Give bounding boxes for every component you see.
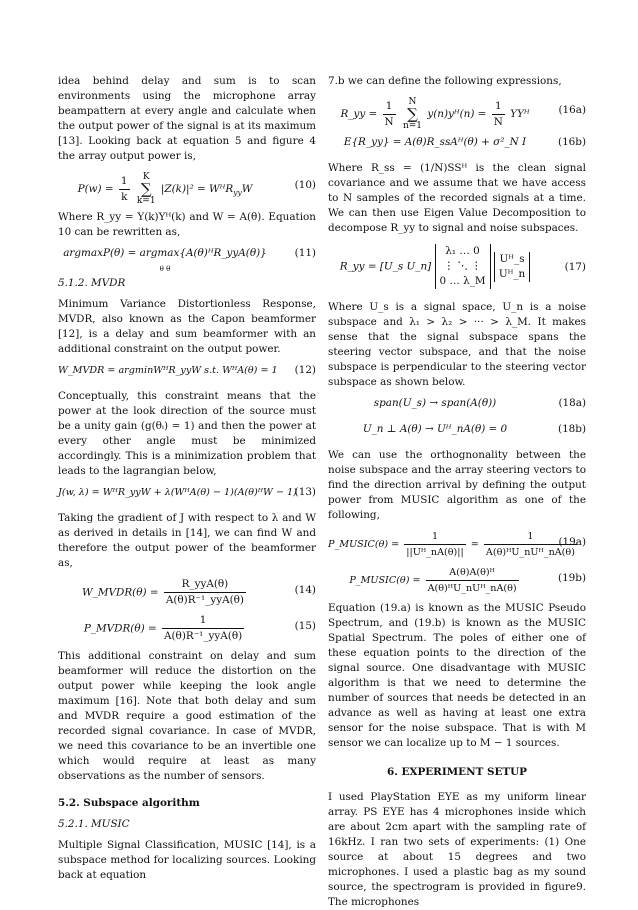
section-heading: 5.2. Subspace algorithm — [58, 797, 200, 809]
eigen-matrix: λ₁ … 0 ⋮ ⋱ ⋮ 0 … λ_M — [435, 244, 491, 289]
equation-number: (13) — [294, 486, 316, 498]
paragraph: This additional constraint on delay and sum beamformer will reduce the distortion on the output power while keeping the look angle maximum [16]. Note that both delay and sum and MVDR require a good estimation of the recorded signal covariance. In case of MVDR, we need this covariance to be an invertible one which would require at least as many observations as the number of sensors. — [58, 650, 316, 782]
paragraph: I used PlayStation EYE as my uniform linear array. PS EYE has 4 microphones inside which are about 2cm apart with the sampling rate of 16kHz. I ran two sets of experiments: (1) One source at about 15 degrees and two microphones. I used a plastic bag as my sound source, the spectrogram is provided in figure9. The microphones — [328, 791, 586, 908]
paragraph: Taking the gradient of J with respect to λ and W as derived in details in [14], we can find W and therefore the output power of the beamformer as, — [58, 512, 316, 569]
section-heading: 6. EXPERIMENT SETUP — [387, 766, 527, 778]
equation-18a: span(U_s) → span(A(θ)) (18a) — [373, 397, 586, 409]
equation-number: (18b) — [558, 423, 586, 435]
equation-number: (15) — [294, 620, 316, 632]
equation-14: W_MVDR(θ) = $\frac{\text{R\_yyA(θ)}}{\text{A(θ)R⁻¹\_yyA(θ)}}$ (14) — [81, 578, 316, 606]
subsection-heading: 5.2.1. MUSIC — [58, 818, 130, 830]
equation-11: argmaxP(θ) = argmax{A(θ)ᴴR_yyA(θ)} θ θ (11) — [63, 247, 316, 273]
equation-19a: P_MUSIC(θ) = $\frac{1}{\text{||Uᴴ\_nA(θ)||}}$ = $\frac{1}{\text{A(θ)ᴴU\_nUᴴ\_nA(θ)}}$ (19a) — [328, 531, 586, 558]
equation-16b: E{R_yy} = A(θ)R_ssAᴴ(θ) + σ²_N I (16b) — [343, 136, 586, 148]
equation-16a: R_yy = $\frac{1}{N}$ N ∑ n=1 y(n)yᴴ(n) = $\frac{1}{N}$ YYᴴ (16a) — [340, 97, 586, 131]
equation-number: (11) — [294, 247, 316, 259]
equation-number: (14) — [294, 584, 316, 596]
equation-10: P(w) = $\frac{1}{k}$ K ∑ k=1 |Z(k)|² = WᴴR$_{yy}$W (10) — [77, 172, 316, 206]
sum-symbol: K ∑ k=1 — [136, 172, 156, 206]
equation-number: (18a) — [558, 397, 586, 409]
equation-13: J(w, λ) = WᴴR_yyW + λ(WᴴA(θ) − 1)(A(θ)ᴴW − 1) (13) — [58, 486, 316, 498]
equation-number: (16a) — [558, 104, 586, 116]
paragraph: 7.b we can define the following expressions, — [328, 75, 562, 87]
equation-number: (16b) — [558, 136, 586, 148]
right-column — [328, 74, 586, 910]
subspace-matrix: Uᴴ_s Uᴴ_n — [494, 252, 530, 282]
equation-number: (17) — [564, 261, 586, 273]
paragraph: Where R_ss = (1/N)SSᴴ is the clean signal covariance and we assume that we have access to N samples of the recorded signals at a time. We can then use Eigen Value Decomposition to decompose R_yy to signal and noise subspaces. — [328, 162, 586, 234]
eq-rhs: |Z(k)|² = WᴴR — [160, 183, 234, 195]
equation-number: (12) — [294, 364, 316, 376]
paragraph: Minimum Variance Distortionless Response, MVDR, also known as the Capon beamformer [12], is a delay and sum beamformer with an additional constraint on the output power. — [58, 298, 316, 355]
paragraph: Conceptually, this constraint means that the power at the look direction of the source must be a unity gain (g(θᵢ) = 1) and then the power at every other angle must be minimized accordingly. This is a minimization problem that leads to the lagrangian below, — [58, 390, 316, 477]
equation-number: (10) — [294, 179, 316, 191]
paragraph: Where U_s is a signal space, U_n is a noise subspace and λ₁ > λ₂ > ··· > λ_M. It makes sense that the signal subspace spans the steering vector subspace, and that the noise subspace is perpendicular to the steering vector subspace as shown below. — [328, 301, 586, 388]
equation-number: (19a) — [558, 536, 586, 548]
paragraph: Where R_yy = Y(k)Yᴴ(k) and W = A(θ). Equation 10 can be rewritten as, — [58, 211, 316, 238]
equation-12: W_MVDR = argminWᴴR_yyW s.t. WᴴA(θ) = 1 (12) — [58, 364, 316, 376]
equation-19b: P_MUSIC(θ) = $\frac{\text{A(θ)A(θ)ᴴ}}{\text{A(θ)ᴴU\_nUᴴ\_nA(θ)}}$ (19b) — [349, 567, 586, 594]
equation-17: R_yy = [U_s U_n] λ₁ … 0 ⋮ ⋱ ⋮ 0 … λ_M Uᴴ_s Uᴴ_n (17) — [339, 245, 586, 287]
fraction: $\frac{1}{k}$ — [120, 174, 128, 203]
equation-18b: U_n ⊥ A(θ) → Uᴴ_nA(θ) = 0 (18b) — [362, 423, 586, 435]
paragraph: Multiple Signal Classification, MUSIC [14], is a subspace method for localizing sources. Looking back at equation — [58, 839, 316, 881]
equation-15: P_MVDR(θ) = $\frac{1}{\text{A(θ)R⁻¹\_yyA(θ)}}$ (15) — [83, 614, 316, 642]
paragraph: We can use the orthognonality between the noise subspace and the array steering vectors to find the direction arrival by defining the output power from MUSIC algorithm as one of the following, — [328, 449, 586, 521]
equation-number: (19b) — [558, 572, 586, 584]
paragraph: Equation (19.a) is known as the MUSIC Pseudo Spectrum, and (19.b) is known as the MUSIC Spatial Spectrum. The poles of either one of these equation points to the direction of the signal source. One disadvantage with MUSIC algorithm is that we need to determine the number of sources that needs be detected in an advance as well as having at least one extra sensor for the noise subspace. That is with M sensor we can localize up to M − 1 sources. — [328, 602, 586, 749]
paragraph: idea behind delay and sum is to scan environments using the microphone array beampattern at every angle and calculate when the output power of the signal is at its maximum [13]. Looking back at equation 5 and figure 4 the array output power is, — [58, 75, 316, 162]
eq-lhs: P(w) = — [77, 183, 117, 195]
subsection-heading: 5.1.2. MVDR — [58, 277, 126, 289]
left-column — [58, 74, 316, 883]
